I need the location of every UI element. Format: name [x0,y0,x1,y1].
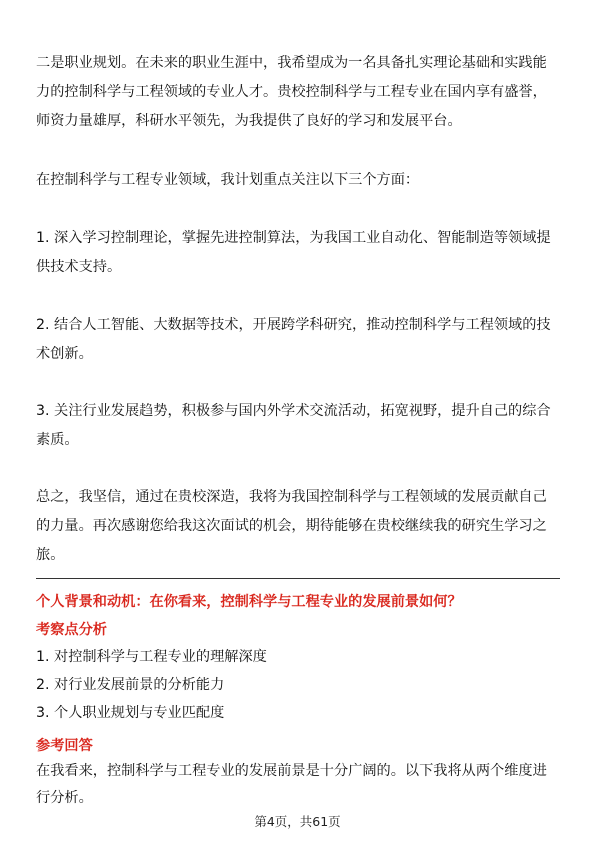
answer-heading: 参考回答 [36,738,93,754]
analysis-heading: 考察点分析 [36,622,107,638]
question-title: 个人背景和动机：在你看来，控制科学与工程专业的发展前景如何？ [36,594,462,610]
paragraph-focus-item-3: 3. 关注行业发展趋势，积极参与国内外学术交流活动，拓宽视野，提升自己的综合素质。 [36,403,551,448]
paragraph-career-plan: 二是职业规划。在未来的职业生涯中，我希望成为一名具备扎实理论基础和实践能力的控制科学与工程领域的专业人才。贵校控制科学与工程专业在国内享有盛誉，师资力量雄厚，科研水平领先，为我提供了良好的学习和发展平台。 [36,55,547,129]
page-number: 第4页，共61页 [254,814,341,829]
paragraph-focus-intro: 在控制科学与工程专业领域，我计划重点关注以下三个方面： [36,172,420,188]
answer-text: 在我看来，控制科学与工程专业的发展前景是十分广阔的。以下我将从两个维度进行分析。 [36,763,547,806]
section-divider [36,578,560,579]
analysis-item-2: 2. 对行业发展前景的分析能力 [36,677,225,693]
paragraph-focus-item-2: 2. 结合人工智能、大数据等技术，开展跨学科研究，推动控制科学与工程领域的技术创新。 [36,317,551,362]
paragraph-focus-item-1: 1. 深入学习控制理论，掌握先进控制算法，为我国工业自动化、智能制造等领域提供技术支持。 [36,230,551,275]
analysis-item-3: 3. 个人职业规划与专业匹配度 [36,705,225,721]
analysis-item-1: 1. 对控制科学与工程专业的理解深度 [36,649,267,665]
paragraph-conclusion: 总之，我坚信，通过在贵校深造，我将为我国控制科学与工程领域的发展贡献自己的力量。再次感谢您给我这次面试的机会，期待能够在贵校继续我的研究生学习之旅。 [36,489,547,563]
